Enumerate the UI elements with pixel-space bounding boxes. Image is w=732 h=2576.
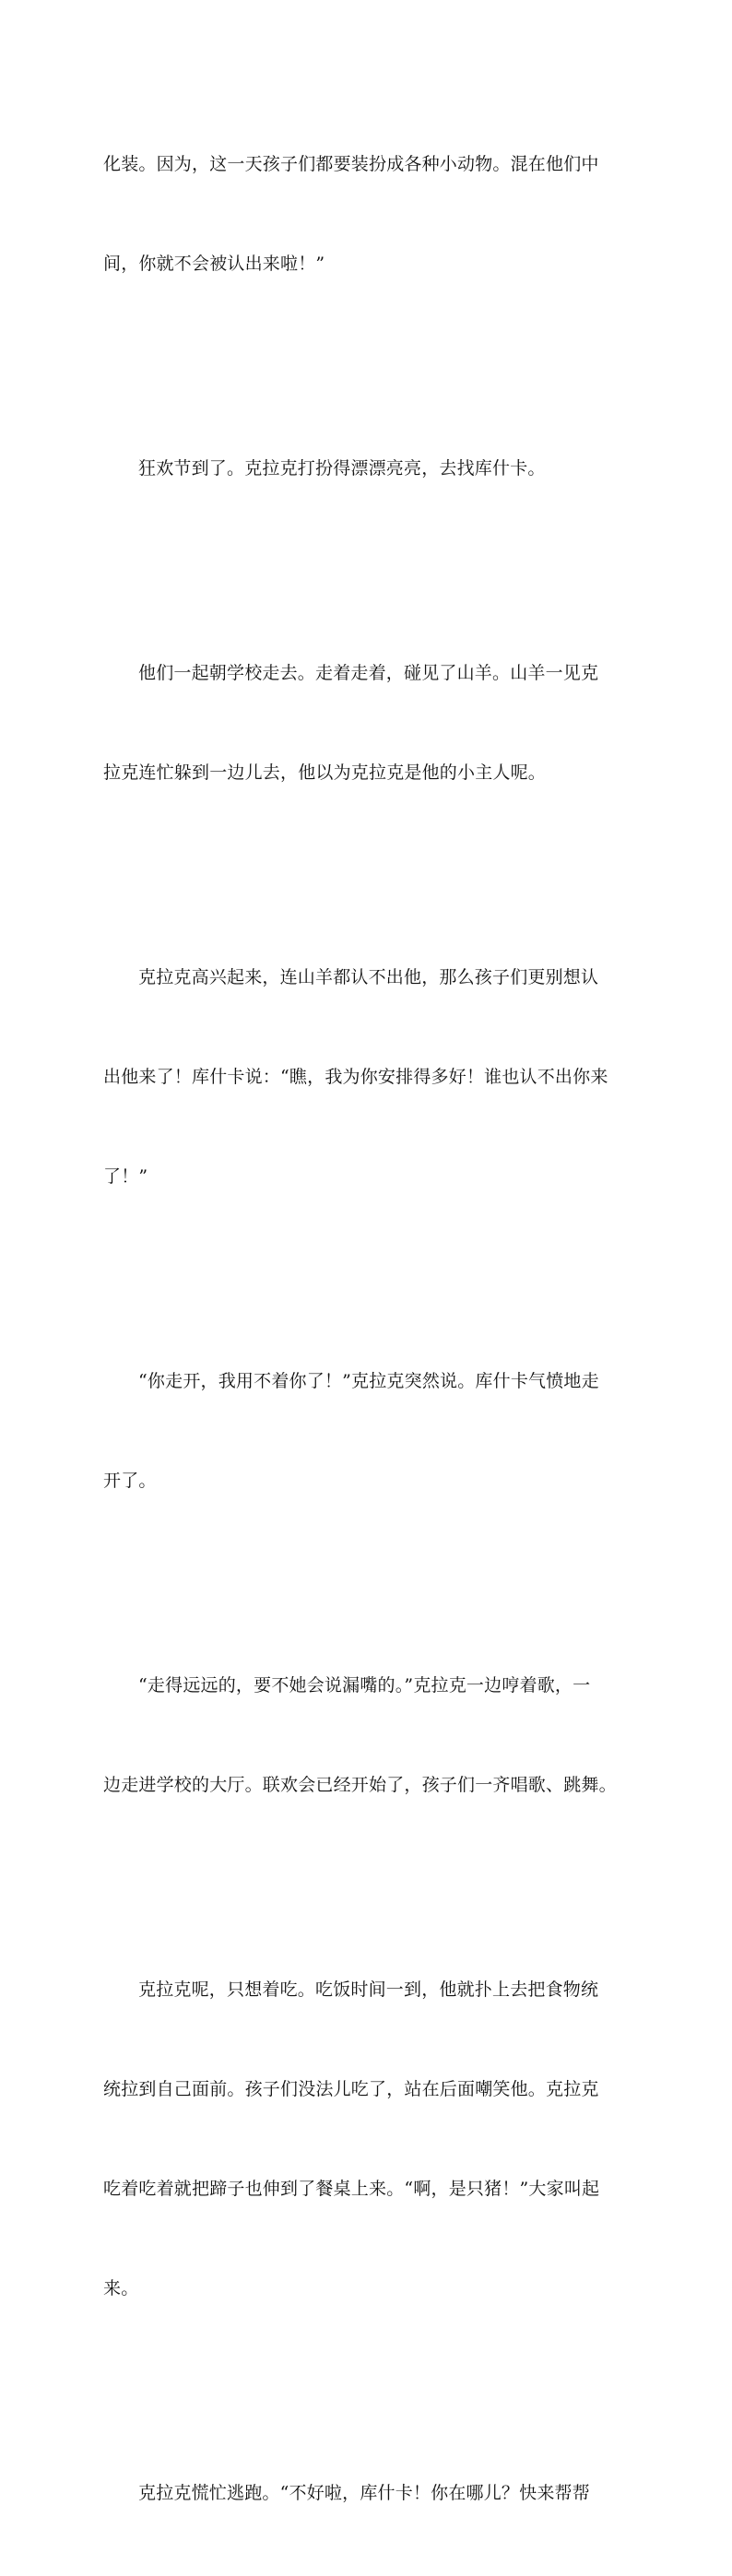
paragraph-7 bbox=[103, 1907, 638, 2371]
text-line: 统拉到自己面前。孩子们没法儿吃了，站在后面嘲笑他。克拉克 bbox=[103, 2079, 599, 2099]
text-line: 了！” bbox=[103, 1166, 148, 1187]
text-line: 来。 bbox=[103, 2278, 139, 2298]
paragraph-2 bbox=[103, 385, 638, 551]
paragraph-1 bbox=[103, 81, 638, 347]
text-line: 吃着吃着就把蹄子也伸到了餐桌上来。“啊，是只猪！”大家叫起 bbox=[103, 2179, 600, 2199]
text-line: 开了。 bbox=[103, 1471, 157, 1491]
text-line: 间，你就不会被认出来啦！” bbox=[103, 254, 325, 274]
text-line: 出他来了！库什卡说：“瞧，我为你安排得多好！谁也认不出你来 bbox=[103, 1067, 608, 1087]
text-line: “走得远远的，要不她会说漏嘴的。”克拉克一边哼着歌，一 bbox=[138, 1675, 591, 1696]
text-line: 狂欢节到了。克拉克打扮得漂漂亮亮，去找库什卡。 bbox=[138, 458, 546, 479]
paragraph-3 bbox=[103, 590, 638, 856]
text-line: 克拉克高兴起来，连山羊都认不出他，那么孩子们更别想认 bbox=[138, 967, 599, 987]
paragraph-5 bbox=[103, 1298, 638, 1564]
paragraph-6 bbox=[103, 1602, 638, 1868]
text-line: 边走进学校的大厅。联欢会已经开始了，孩子们一齐唱歌、跳舞。 bbox=[103, 1775, 617, 1795]
text-line: 拉克连忙躲到一边儿去，他以为克拉克是他的小主人呢。 bbox=[103, 762, 547, 783]
text-line: 他们一起朝学校走去。走着走着，碰见了山羊。山羊一见克 bbox=[138, 663, 599, 683]
paragraph-8 bbox=[103, 2410, 638, 2576]
text-line: 克拉克呢，只想着吃。吃饭时间一到，他就扑上去把食物统 bbox=[138, 1979, 599, 2000]
paragraph-4 bbox=[103, 894, 638, 1259]
text-line: “你走开，我用不着你了！”克拉克突然说。库什卡气愤地走 bbox=[138, 1371, 599, 1391]
text-line: 克拉克慌忙逃跑。“不好啦，库什卡！你在哪儿？快来帮帮 bbox=[138, 2483, 590, 2503]
document-text bbox=[103, 81, 638, 2576]
text-line: 化装。因为，这一天孩子们都要装扮成各种小动物。混在他们中 bbox=[103, 154, 599, 174]
